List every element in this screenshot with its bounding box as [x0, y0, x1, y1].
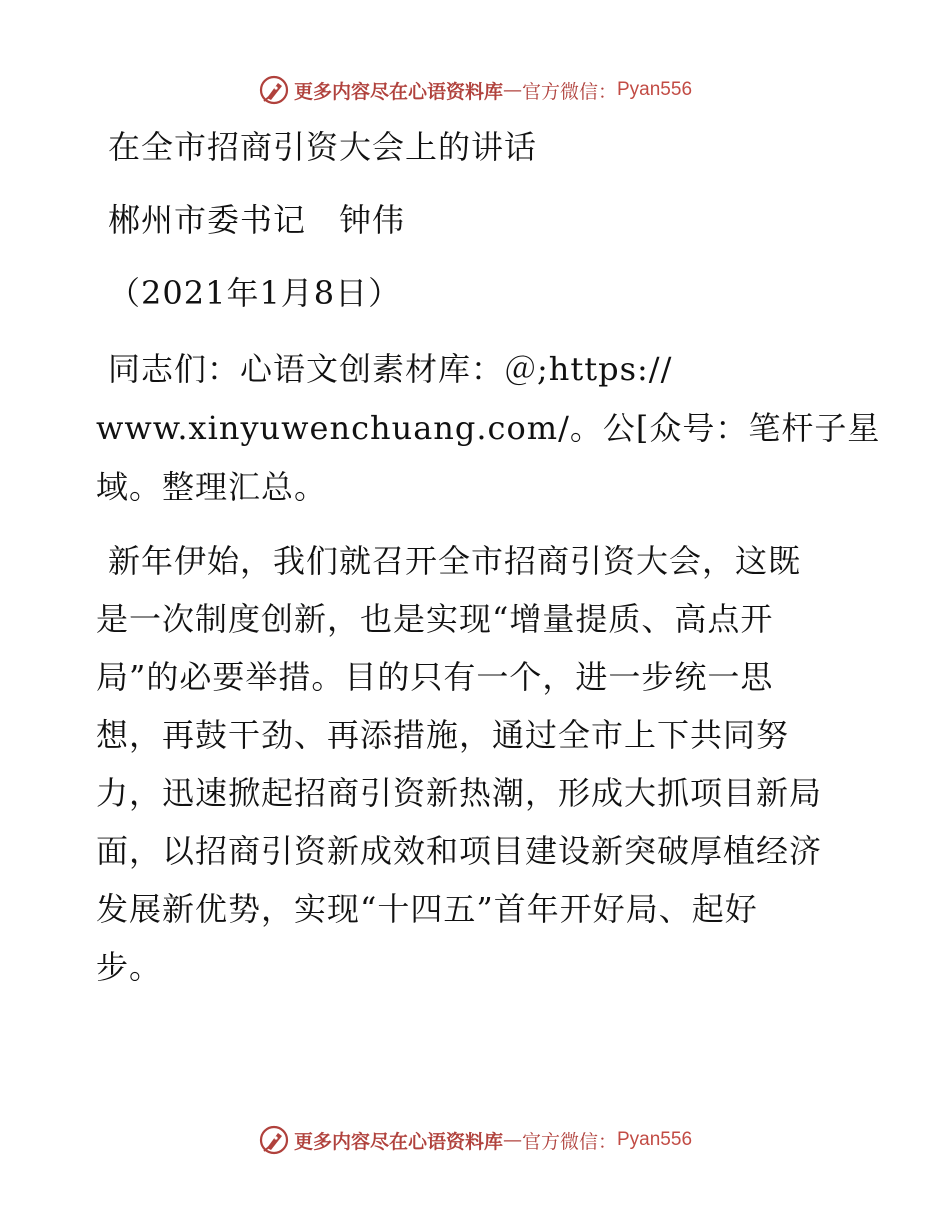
banner-wechat-id: Pyan556 [617, 1129, 693, 1150]
document-date: （2021年1月8日） [108, 274, 402, 312]
footer-banner [0, 1120, 950, 1160]
paragraph-line: 新年伊始，我们就召开全市招商引资大会，这既 [108, 542, 802, 580]
banner-official-label: 官方微信： [521, 80, 617, 103]
banner-official-label: 官方微信： [521, 1130, 617, 1153]
banner-wechat-id: Pyan556 [617, 79, 693, 100]
paragraph-line: 面，以招商引资新成效和项目建设新突破厚植经济 [96, 832, 823, 870]
paragraph-line: 步。 [96, 948, 163, 986]
document-author: 郴州市委书记 钟伟 [108, 201, 406, 239]
greeting-line: 同志们：心语文创素材库：＠;https:// [108, 350, 673, 388]
paragraph-line: 想，再鼓干劲、再添措施，通过全市上下共同努 [96, 716, 790, 754]
greeting-line: www.xinyuwenchuang.com/。公[众号：笔杆子星 [96, 409, 881, 447]
greeting-line: 域。整理汇总。 [96, 468, 328, 506]
pen-nib-logo-icon [258, 1124, 290, 1156]
document-title: 在全市招商引资大会上的讲话 [108, 128, 538, 166]
paragraph-line: 发展新优势，实现“十四五”首年开好局、起好 [96, 890, 758, 928]
banner-dash: — [502, 79, 522, 101]
pen-nib-logo-icon [258, 74, 290, 106]
banner-dash: — [502, 1129, 522, 1151]
banner-text: 更多内容尽在心语资料库 [293, 80, 503, 103]
banner-text: 更多内容尽在心语资料库 [293, 1130, 503, 1153]
paragraph-line: 力，迅速掀起招商引资新热潮，形成大抓项目新局 [96, 774, 823, 812]
paragraph-line: 局”的必要举措。目的只有一个，进一步统一思 [96, 658, 774, 696]
paragraph-line: 是一次制度创新，也是实现“增量提质、高点开 [96, 600, 774, 638]
header-banner [0, 70, 950, 110]
